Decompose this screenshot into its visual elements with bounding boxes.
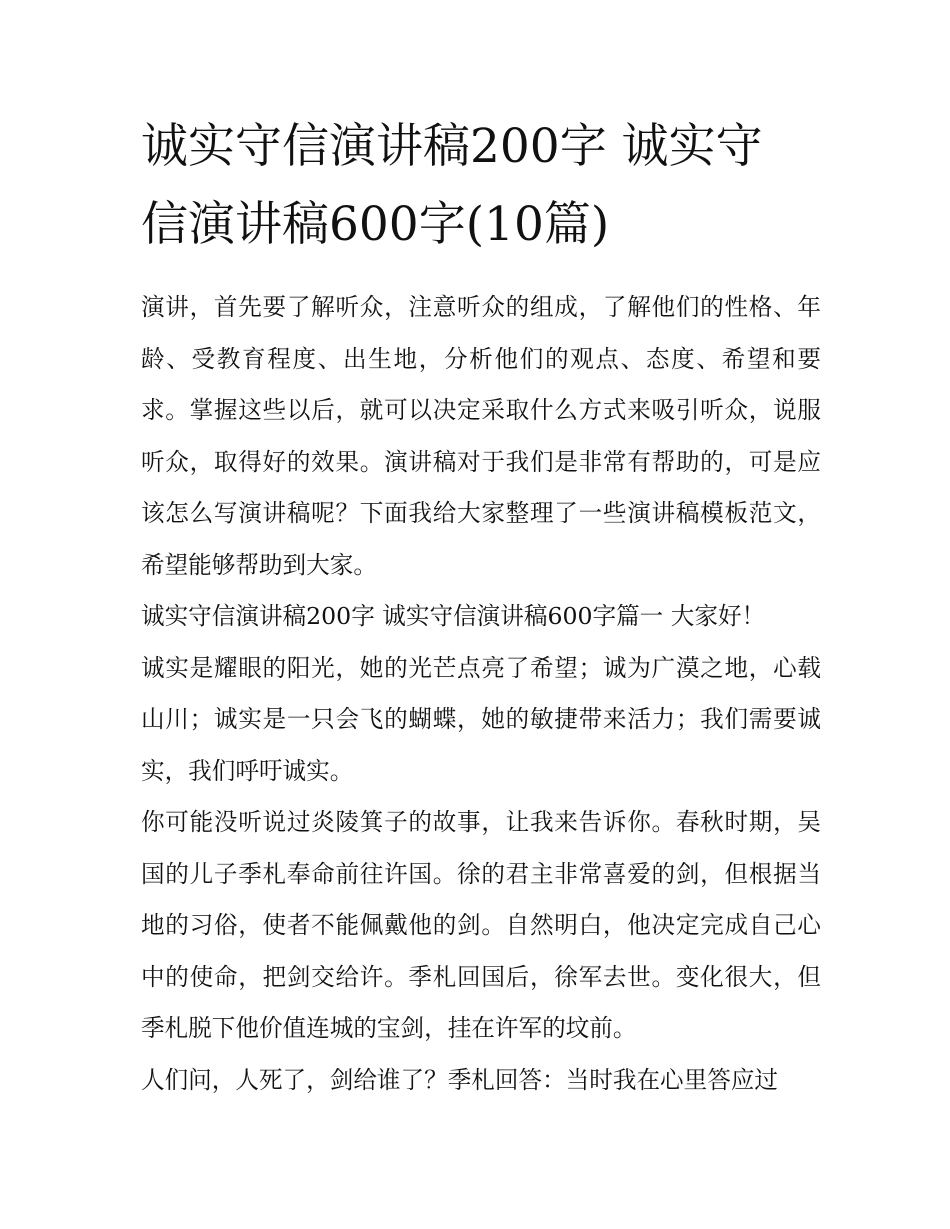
document-body (141, 282, 821, 1106)
title-line-1: 诚实守信演讲稿200字 诚实守 (141, 119, 763, 174)
paragraph-story: 你可能没听说过炎陵箕子的故事，让我来告诉你。春秋时期，吴国的儿子季札奉命前往许国。徐的君主非常喜爱的剑，但根据当地的习俗，使者不能佩戴他的剑。自然明白，他决定完成自己心中的使命，把剑交给许。季札回国后，徐军去世。变化很大，但季札脱下他价值连城的宝剑，挂在许军的坟前。 (141, 808, 821, 1042)
title-line-2: 信演讲稿600字(10篇) (141, 197, 610, 252)
paragraph-section-heading: 诚实守信演讲稿200字 诚实守信演讲稿600字篇一 大家好！ (141, 602, 766, 630)
document-title (141, 108, 821, 264)
paragraph-honesty: 诚实是耀眼的阳光，她的光芒点亮了希望；诚为广漠之地，心载山川；诚实是一只会飞的蝴蝶，她的敏捷带来活力；我们需要诚实，我们呼吁诚实。 (141, 653, 821, 785)
paragraph-intro: 演讲，首先要了解听众，注意听众的组成，了解他们的性格、年龄、受教育程度、出生地，分析他们的观点、态度、希望和要求。掌握这些以后，就可以决定采取什么方式来吸引听众，说服听众，取得好的效果。演讲稿对于我们是非常有帮助的，可是应该怎么写演讲稿呢？下面我给大家整理了一些演讲稿模板范文，希望能够帮助到大家。 (141, 293, 821, 579)
document-content (141, 108, 821, 1106)
paragraph-question: 人们问，人死了，剑给谁了？季札回答：当时我在心里答应过 (141, 1065, 779, 1094)
